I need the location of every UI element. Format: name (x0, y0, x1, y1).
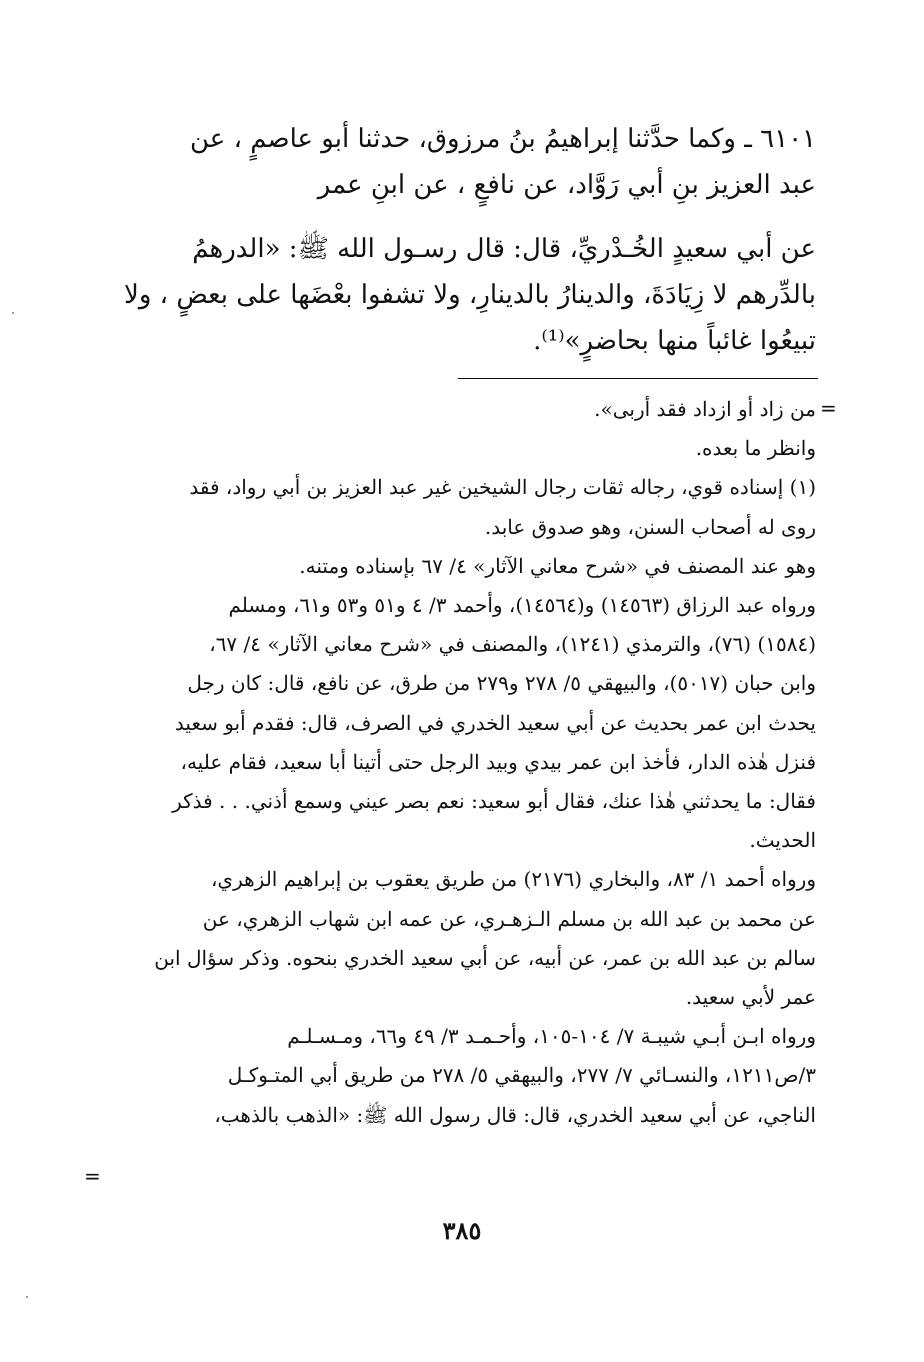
hadith-line: بالدِّرهم لا زِيَادَةَ، والدينارُ بالدينارِ، ولا تشفوا بعْضَها على بعضٍ ، ولا (124, 280, 816, 310)
footnote-line: ورواه أحمد ١/ ٨٣، والبخاري (٢١٧٦) من طريق يعقوب بن إبراهيم الزهري، (210, 867, 816, 892)
hadith-text-block-2 (100, 226, 816, 364)
footnote-line: يحدث ابن عمر بحديث عن أبي سعيد الخدري في الصرف، قال: فقدم أبو سعيد (174, 710, 816, 735)
footnote-line: الحديث. (749, 828, 816, 853)
footnotes-block (100, 390, 816, 1135)
footnote-line: عمر لأبي سعيد. (685, 985, 816, 1010)
footnote-line: من زاد أو ازداد فقد أربى». (594, 397, 816, 421)
hadith-line: ٦١٠١ ـ وكما حدَّثنا إبراهيمُ بنُ مرزوق، حدثنا أبو عاصمٍ ، عن (190, 124, 816, 154)
footnote-line: وانظر ما بعده. (695, 436, 816, 461)
footnote-line: ورواه عبد الرزاق (١٤٥٦٣) و(١٤٥٦٤)، وأحمد ٣/ ٤ و٥١ و٥٣ و٦١، ومسلم (228, 593, 816, 618)
footnote-line: عن محمد بن عبد الله بن مسلم الـزهـري، عن عمه ابن شهاب الزهري، عن (202, 906, 816, 931)
scan-speck (12, 312, 14, 314)
footnote-line: (١) إسناده قوي، رجاله ثقات رجال الشيخين غير عبد العزيز بن أبي رواد، فقد (189, 475, 816, 500)
footnote-separator (458, 378, 818, 379)
footnote-line: ورواه ابـن أبـي شيبـة ٧/ ١٠٤-١٠٥، وأحـمـد ٣/ ٤٩ و٦٦، ومـسـلـم (287, 1024, 816, 1049)
footnote-line: سالم بن عبد الله بن عمر، عن أبيه، عن أبي سعيد الخدري بنحوه. وذكر سؤال ابن (154, 945, 816, 970)
hadith-text-block (100, 116, 816, 208)
hadith-line: عن أبي سعيدٍ الخُـدْريِّ، قال: قال رسـول الله ﷺ: «الدرهمُ (192, 234, 816, 264)
end-continuation-marker: = (84, 1164, 101, 1188)
hadith-line: عبد العزيز بنِ أبي رَوَّاد، عن نافعٍ ، عن ابنِ عمر (317, 170, 816, 200)
footnote-line: روى له أصحاب السنن، وهو صدوق عابد. (484, 514, 816, 539)
footnote-line: فقال: ما يحدثني هٰذا عنك، فقال أبو سعيد: نعم بصر عيني وسمع أذني. . . فذكر (172, 789, 816, 814)
footnote-line: فنزل هٰذه الدار، فأخذ ابن عمر بيدي وبيد الرجل حتى أتينا أبا سعيد، فقام عليه، (180, 749, 816, 774)
footnote-line: (١٥٨٤) (٧٦)، والترمذي (١٢٤١)، والمصنف في «شرح معاني الآثار» ٤/ ٦٧، (209, 632, 816, 657)
footnote-line: ٣/ص١٢١١، والنسـائي ٧/ ٢٧٧، والبيهقي ٥/ ٢٧٨ من طريق أبي المتـوكـل (227, 1063, 816, 1088)
footnote-line: الناجي، عن أبي سعيد الخدري، قال: قال رسول الله ﷺ: «الذهب بالذهب، (214, 1102, 816, 1127)
page-number: ٣٨٥ (442, 1216, 482, 1245)
footnote-line: وهو عند المصنف في «شرح معاني الآثار» ٤/ ٦٧ بإسناده ومتنه. (299, 553, 816, 578)
hadith-line: تبيعُوا غائباً منها بحاضرٍ»⁽¹⁾. (533, 326, 816, 356)
footnote-line: وابن حبان (٥٠١٧)، والبيهقي ٥/ ٢٧٨ و٢٧٩ من طرق، عن نافع، قال: كان رجل (187, 671, 816, 696)
scan-speck (26, 1296, 28, 1298)
continuation-marker: = (820, 396, 837, 420)
